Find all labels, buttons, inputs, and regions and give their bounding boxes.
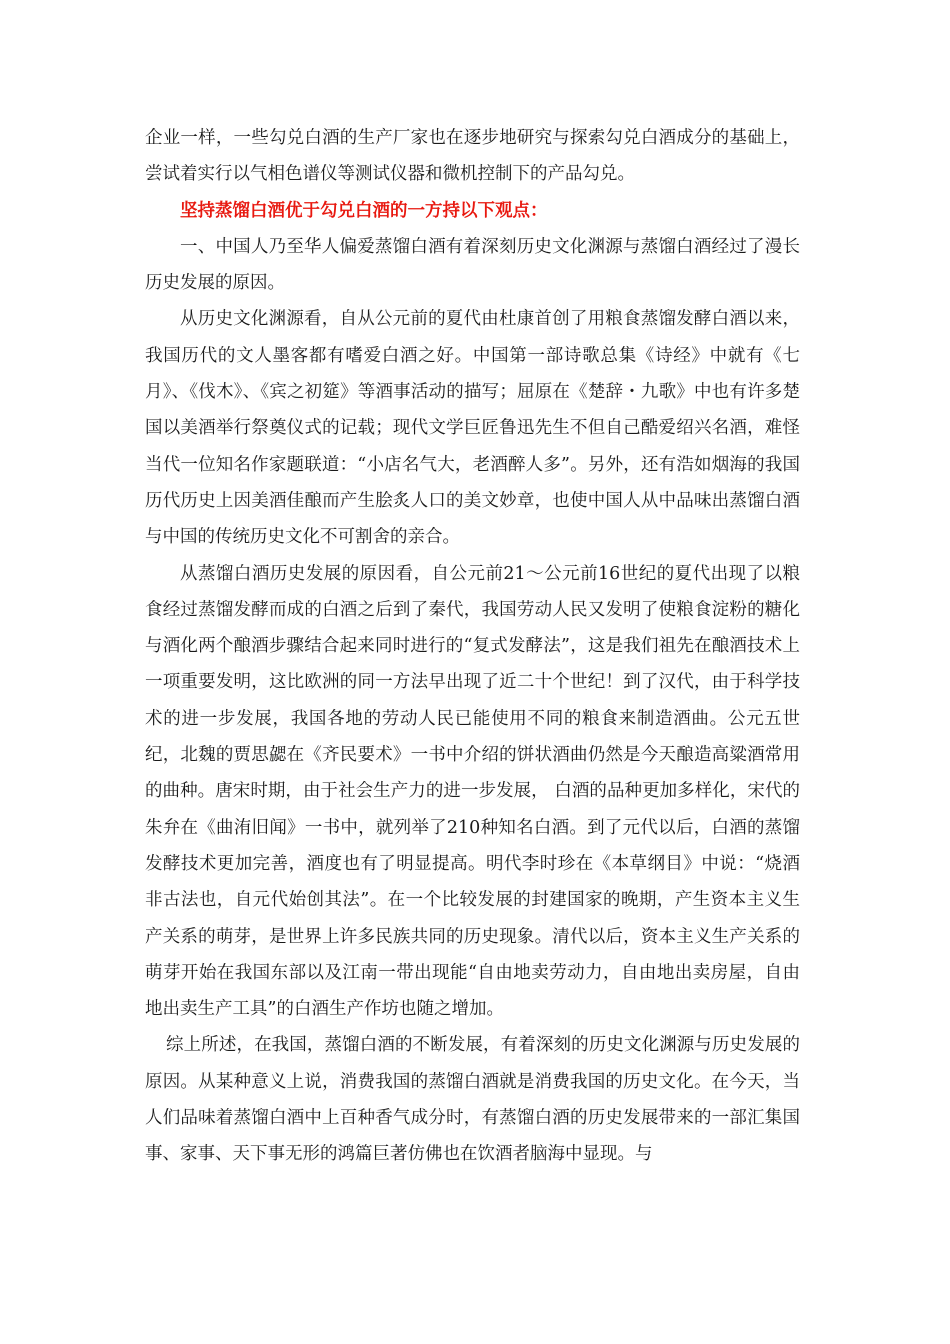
paragraph-continuation: 企业一样，一些勾兑白酒的生产厂家也在逐步地研究与探索勾兑白酒成分的基础上，尝试着实行以气相色谱仪等测试仪器和微机控制下的产品勾兑。: [145, 128, 800, 185]
paragraph-historical-development: 从蒸馏白酒历史发展的原因看，自公元前21～公元前16世纪的夏代出现了以粮食经过蒸馏发酵而成的白酒之后到了秦代，我国劳动人民又发明了使粮食淀粉的糖化与酒化两个酿酒步骤结合起来同时进行的“复式发酵法”，这是我们祖先在酿酒技术上一项重要发明，这比欧洲的同一方法早出现了近二十个世纪！到了汉代，由于科学技术的进一步发展，我国各地的劳动人民已能使用不同的粮食来制造酒曲。公元五世纪，北魏的贾思勰在《齐民要术》一书中介绍的饼状酒曲仍然是今天酿造高粱酒常用的曲种。唐宋时期，由于社会生产力的进一步发展， 白酒的品种更加多样化，宋代的朱弁在《曲洧旧闻》一书中，就列举了210种知名白酒。到了元代以后，白酒的蒸馏发酵技术更加完善，酒度也有了明显提高。明代李时珍在《本草纲目》中说：“烧酒非古法也，自元代始创其法”。在一个比较发展的封建国家的晚期，产生资本主义生产关系的萌芽，是世界上许多民族共同的历史现象。清代以后，资本主义生产关系的萌芽开始在我国东部以及江南一带出现能“自由地卖劳动力，自由地出卖房屋，自由地出卖生产工具”的白酒生产作坊也随之增加。: [145, 563, 800, 1020]
document-body: [145, 120, 800, 1173]
paragraph-cultural-origins: 从历史文化渊源看，自从公元前的夏代由杜康首创了用粮食蒸馏发酵白酒以来，我国历代的文人墨客都有嗜爱白酒之好。中国第一部诗歌总集《诗经》中就有《七月》、《伐木》、《宾之初筵》等酒事活动的描写；屈原在《楚辞・九歌》中也有许多楚国以美酒举行祭奠仪式的记载；现代文学巨匠鲁迅先生不但自己酷爱绍兴名酒，难怪当代一位知名作家题联道：“小店名气大，老酒醉人多”。另外，还有浩如烟海的我国历代历史上因美酒佳酿而产生脍炙人口的美文妙章，也使中国人从中品味出蒸馏白酒与中国的传统历史文化不可割舍的亲合。: [145, 309, 800, 548]
paragraph-summary: 综上所述，在我国，蒸馏白酒的不断发展，有着深刻的历史文化渊源与历史发展的原因。从某种意义上说，消费我国的蒸馏白酒就是消费我国的历史文化。在今天，当人们品味着蒸馏白酒中上百种香气成分时，有蒸馏白酒的历史发展带来的一部汇集国事、家事、天下事无形的鸿篇巨著仿佛也在饮酒者脑海中显现。与: [145, 1035, 800, 1165]
section-heading: 坚持蒸馏白酒优于勾兑白酒的一方持以下观点：: [180, 200, 548, 221]
paragraph-point-one: 一、中国人乃至华人偏爱蒸馏白酒有着深刻历史文化渊源与蒸馏白酒经过了漫长历史发展的原因。: [145, 236, 800, 294]
